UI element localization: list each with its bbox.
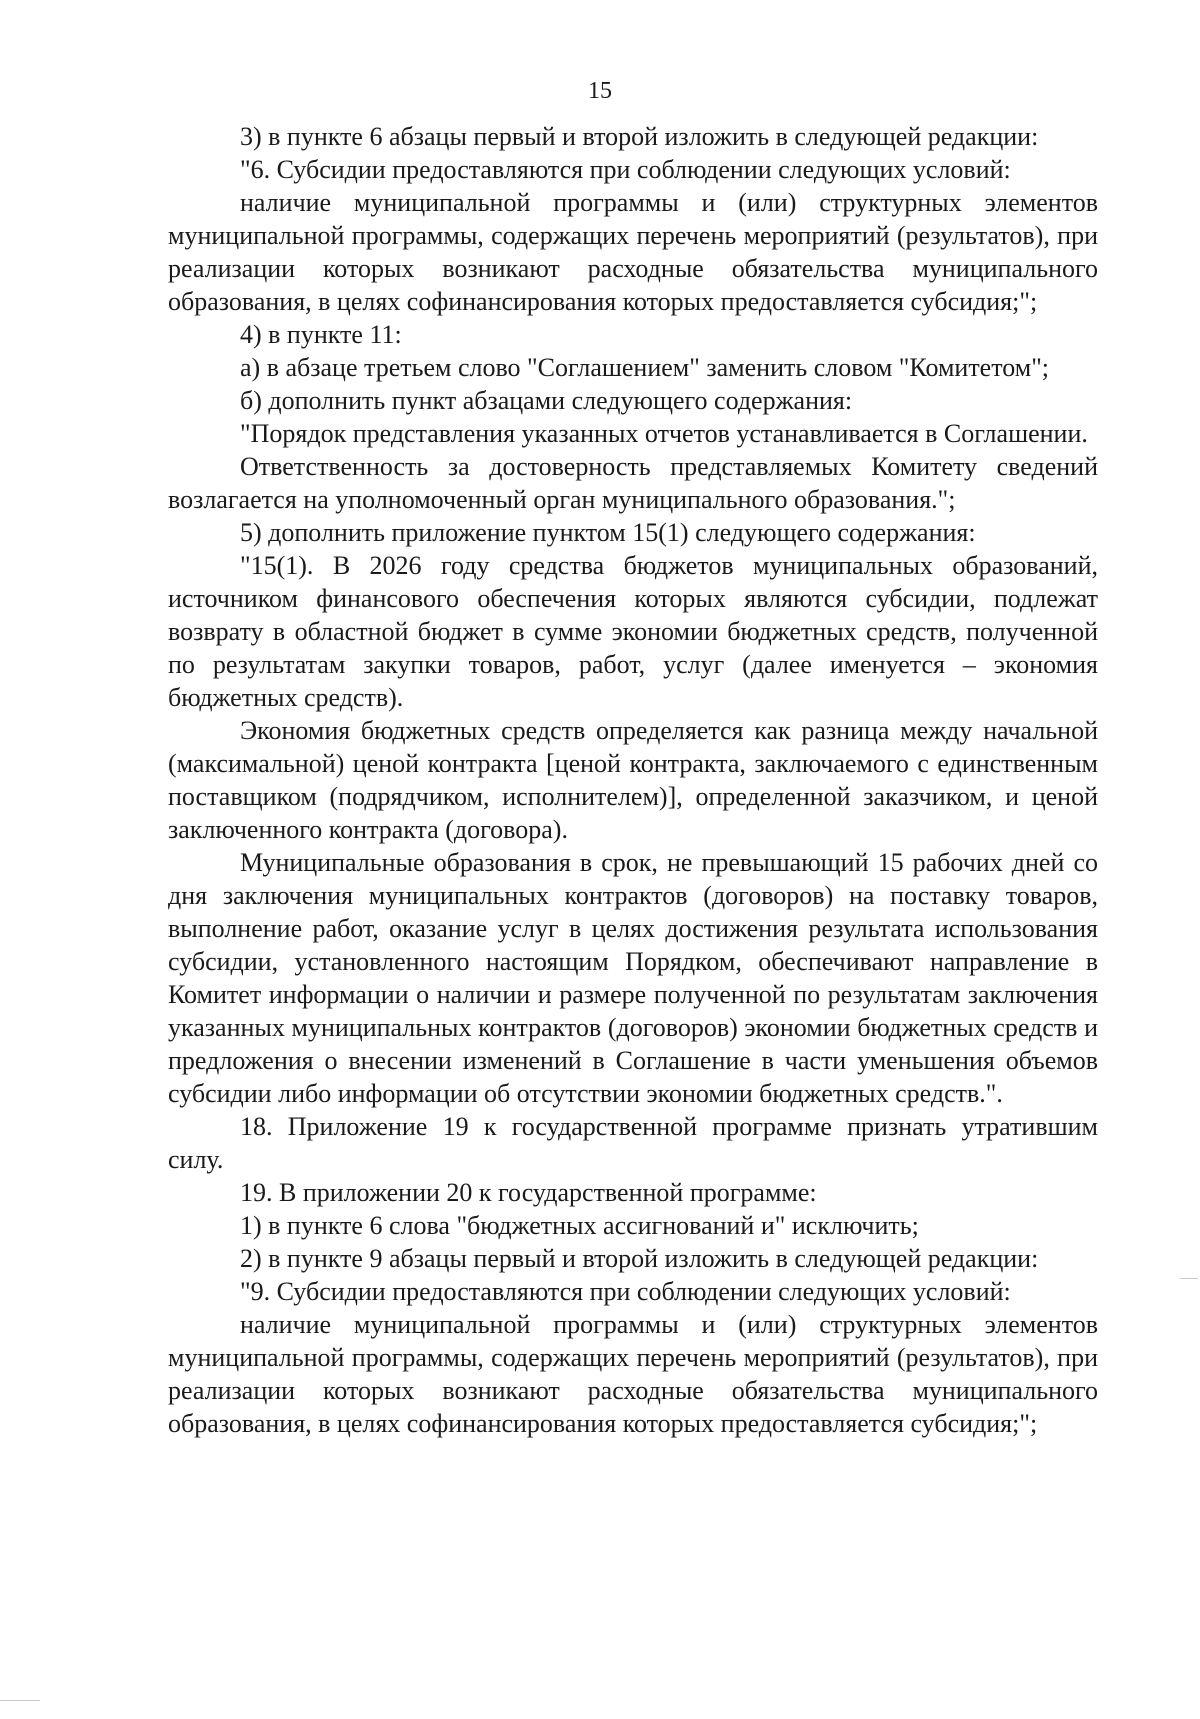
paragraph: 3) в пункте 6 абзацы первый и второй изложить в следующей редакции: — [240, 122, 1039, 151]
paragraph: "15(1). В 2026 году средства бюджетов муниципальных образований, источником финансового обеспечения которых являются субсидии, подлежат возврату в областной бюджет в сумме экономии бюджетных средств, полученной по результатам закупки товаров, работ, услуг (далее именуется – экономия бюджетных средств). — [168, 551, 1098, 712]
scan-artifact-line — [1180, 1278, 1198, 1279]
paragraph: б) дополнить пункт абзацами следующего содержания: — [240, 386, 853, 415]
paragraph: 5) дополнить приложение пунктом 15(1) следующего содержания: — [240, 518, 976, 547]
paragraph: 4) в пункте 11: — [240, 320, 402, 349]
paragraph: а) в абзаце третьем слово "Соглашением" заменить словом "Комитетом"; — [240, 353, 1050, 382]
paragraph: "6. Субсидии предоставляются при соблюдении следующих условий: — [240, 155, 1011, 184]
page-number: 15 — [588, 78, 612, 104]
paragraph: 19. В приложении 20 к государственной программе: — [240, 1178, 817, 1207]
paragraph: наличие муниципальной программы и (или) структурных элементов муниципальной программы, содержащих перечень мероприятий (результатов), при реализации которых возникают расходные обязательства муниципального образования, в целях софинансирования которых предоставляется субсидия;"; — [168, 1310, 1098, 1438]
paragraph: "Порядок представления указанных отчетов устанавливается в Соглашении. — [240, 419, 1088, 448]
paragraph: 18. Приложение 19 к государственной программе признать утратившим силу. — [168, 1112, 1098, 1174]
paragraph: "9. Субсидии предоставляются при соблюдении следующих условий: — [240, 1277, 1011, 1306]
paragraph: наличие муниципальной программы и (или) структурных элементов муниципальной программы, содержащих перечень мероприятий (результатов), при реализации которых возникают расходные обязательства муниципального образования, в целях софинансирования которых предоставляется субсидия;"; — [168, 188, 1098, 316]
paragraph: 1) в пункте 6 слова "бюджетных ассигнований и" исключить; — [240, 1211, 919, 1240]
paragraph: Экономия бюджетных средств определяется как разница между начальной (максимальной) ценой контракта [ценой контракта, заключаемого с единственным поставщиком (подрядчиком, исполнителем)], определенной заказчиком, и ценой заключенного контракта (договора). — [168, 716, 1098, 844]
paragraph: 2) в пункте 9 абзацы первый и второй изложить в следующей редакции: — [240, 1244, 1039, 1273]
document-body — [168, 120, 1098, 1440]
paragraph: Муниципальные образования в срок, не превышающий 15 рабочих дней со дня заключения муниципальных контрактов (договоров) на поставку товаров, выполнение работ, оказание услуг в целях достижения результата использования субсидии, установленного настоящим Порядком, обеспечивают направление в Комитет информации о наличии и размере полученной по результатам заключения указанных муниципальных контрактов (договоров) экономии бюджетных средств и предложения о внесении изменений в Соглашение в части уменьшения объемов субсидии либо информации об отсутствии экономии бюджетных средств.". — [168, 848, 1098, 1108]
paragraph: Ответственность за достоверность представляемых Комитету сведений возлагается на уполномоченный орган муниципального образования."; — [168, 452, 1098, 514]
scan-artifact-line — [0, 1700, 40, 1701]
